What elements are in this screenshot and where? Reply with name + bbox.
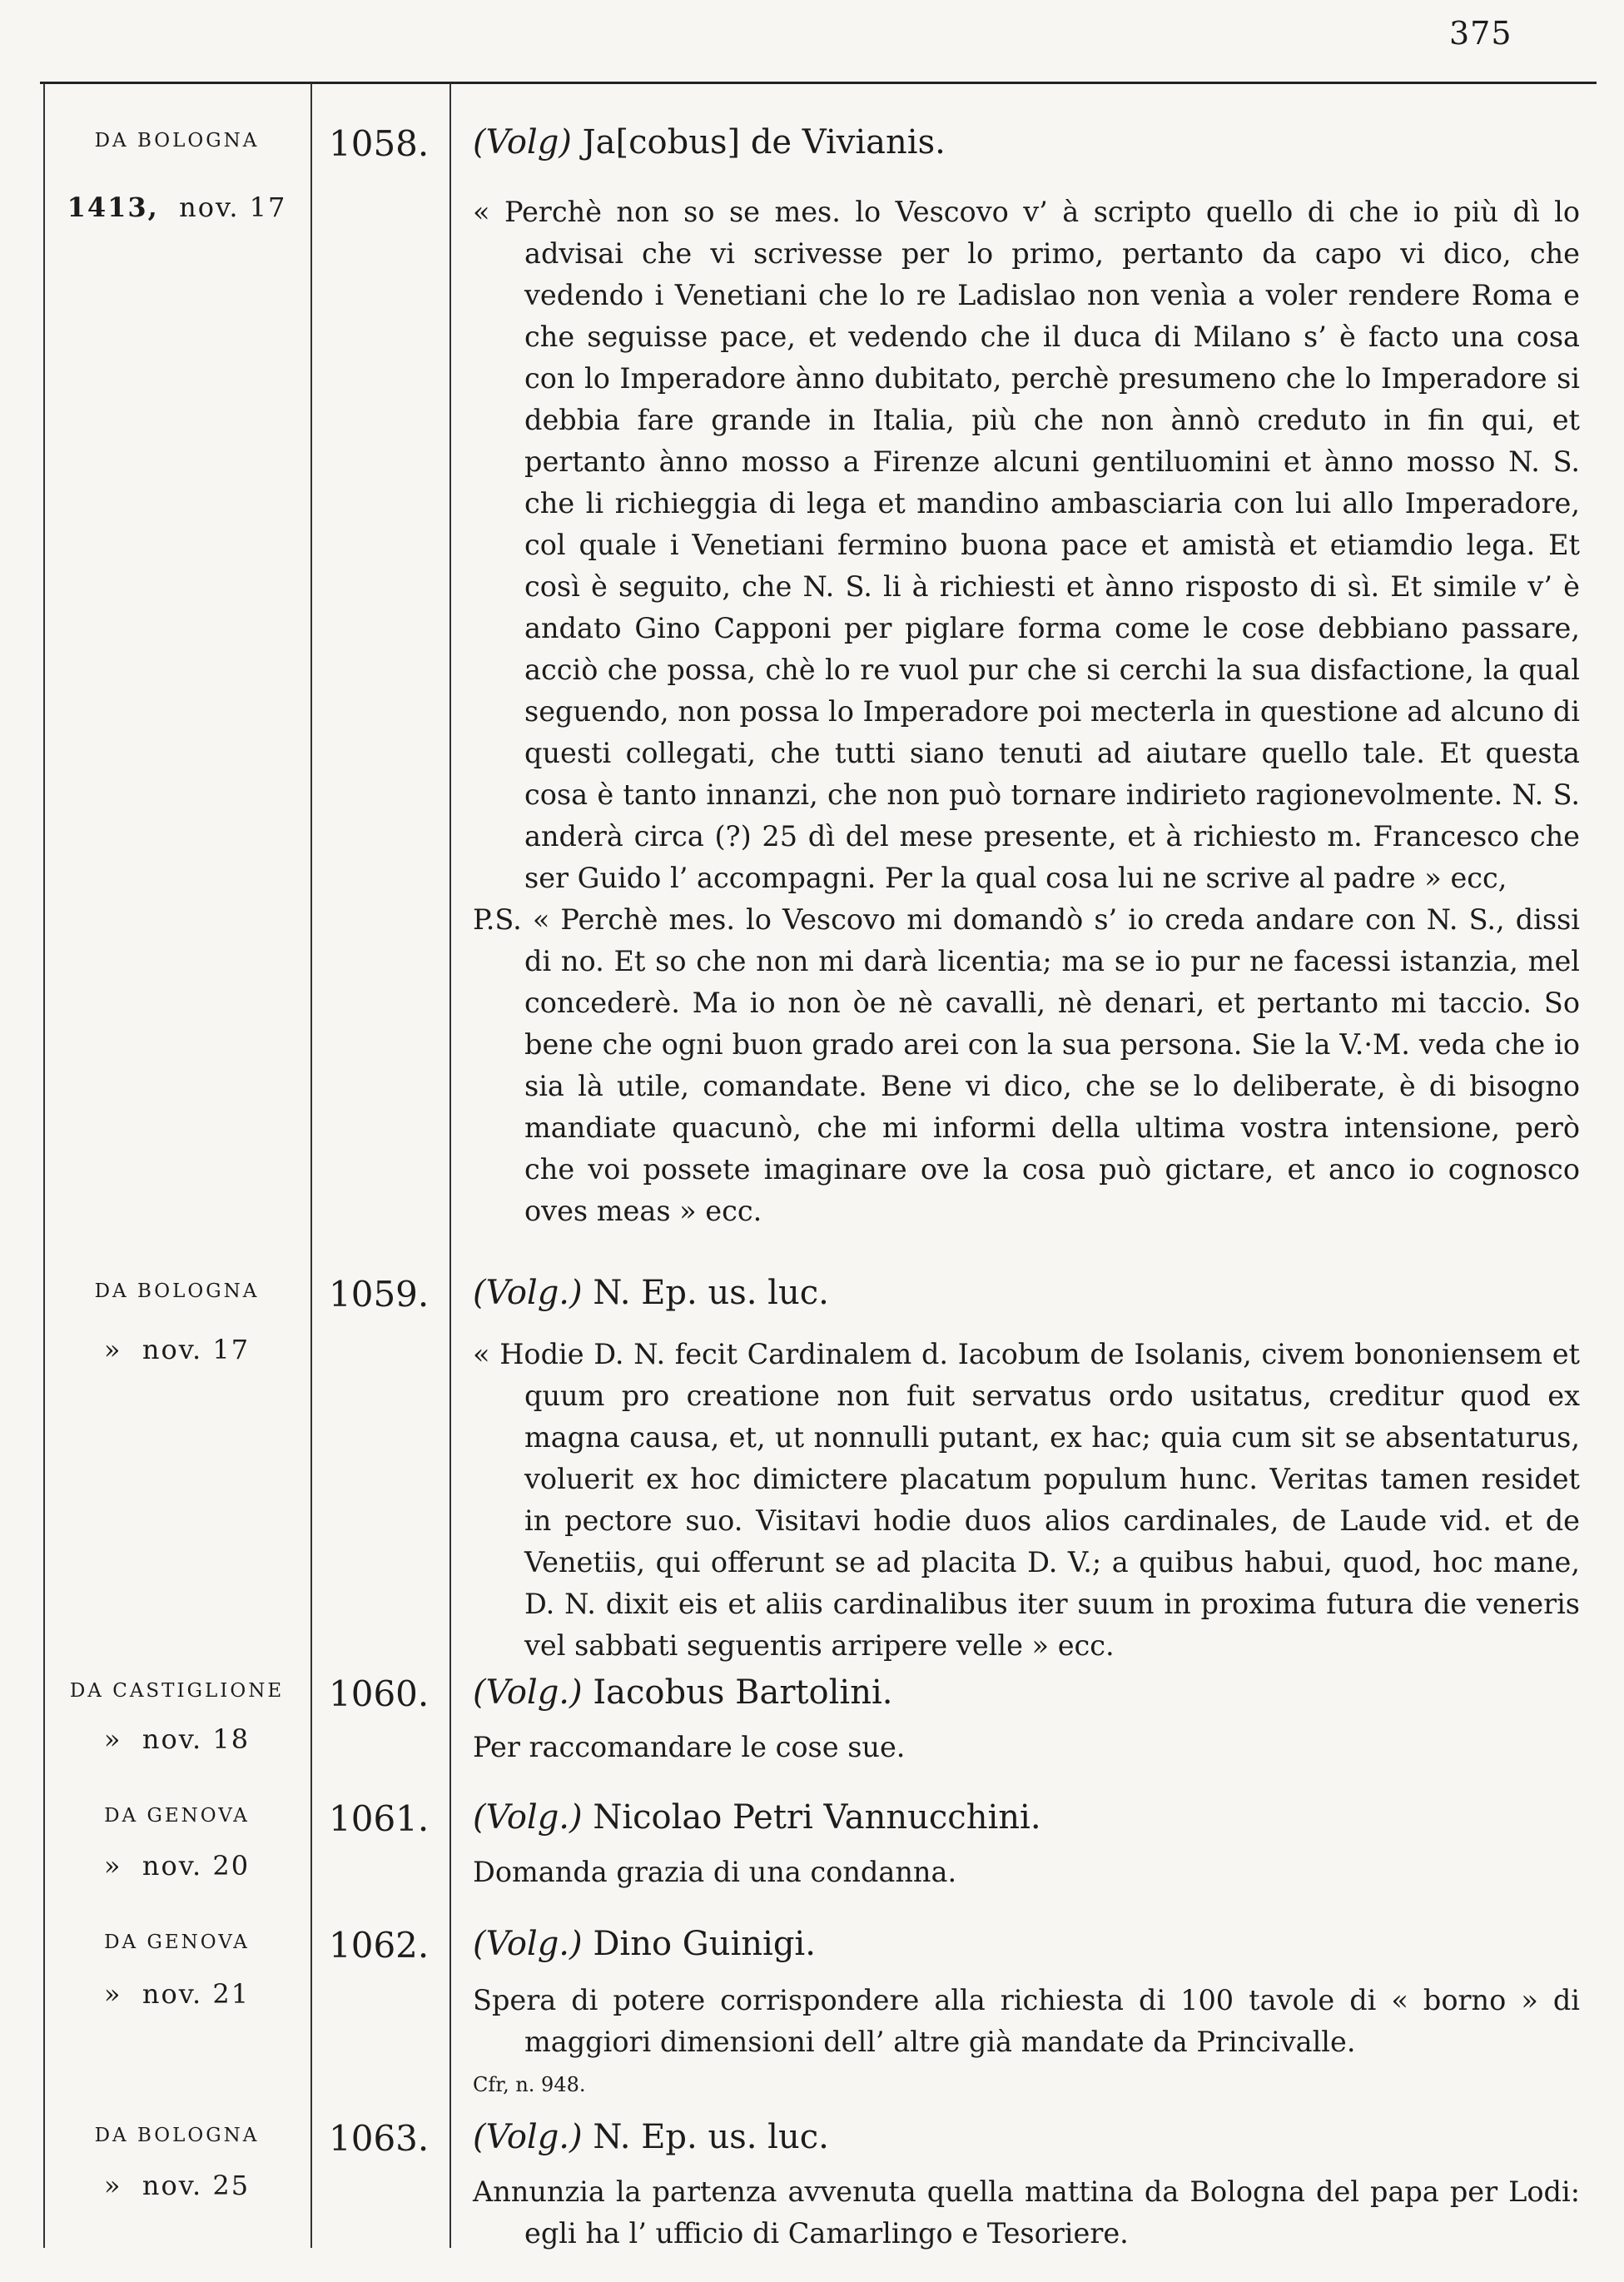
entry-number: 1061. xyxy=(329,1798,430,1839)
entry-year: » xyxy=(103,2170,122,2201)
entry-year: » xyxy=(103,1850,122,1882)
volg-label: (Volg.) xyxy=(473,1798,583,1837)
volg-label: (Volg.) xyxy=(473,1274,583,1312)
entry-paragraph: « Perchè non so se mes. lo Vescovo v’ à scripto quello di che io più dì lo advisai che vi scrivesse per lo primo, pertanto da capo vi dico, che vedendo i Venetiani che lo re Ladislao non venìa a voler rendere Roma e che seguisse pace, et vedendo che il duca di Milano s’ è facto una cosa con lo Imperadore ànno dubitato, perchè presumeno che lo Imperadore si debbia fare grande in Italia, più che non ànnò creduto in fin qui, et pertanto ànno mosso a Firenze alcuni gentiluomini et ànno mosso N. S. che li richieggia di lega et mandino ambasciaria con lui allo Imperadore, col quale i Venetiani fermino buona pace et amistà et etiamdio lega. Et così è seguito, che N. S. li à richiesti et ànno risposto di sì. Et simile v’ è andato Gino Capponi per piglare forma come le cose debbiano passare, acciò che possa, chè lo re vuol pur che si cerchi la sua disfactione, la qual seguendo, non possa lo Imperadore poi mecterla in questione ad alcuno di questi collegati, che tutti siano tenuti ad aiutare quello tale. Et questa cosa è tanto innanzi, che non può tornare indirieto ragionevolmente. N. S. anderà circa (?) 25 dì del mese presente, et à richiesto m. Francesco che ser Guido l’ accompagni. Per la qual cosa lui ne scrive al padre » ecc, xyxy=(473,196,1580,894)
entry-paragraph: Domanda grazia di una condanna. xyxy=(473,1856,957,1888)
entry-author xyxy=(473,2118,829,2156)
entry-paragraph: Per raccomandare le cose sue. xyxy=(473,1731,906,1763)
volg-label: (Volg.) xyxy=(473,1673,583,1712)
entry-year: » xyxy=(103,1334,122,1365)
entry-place: DA GENOVA xyxy=(104,1805,250,1827)
author-name: Nicolao Petri Vannucchini. xyxy=(593,1798,1041,1837)
entry-number: 1059. xyxy=(329,1274,430,1315)
entry-crossref-note: Cfr, n. 948. xyxy=(473,2073,586,2096)
entry-author xyxy=(473,123,946,162)
entry-year: » xyxy=(103,1978,122,2010)
entry-author xyxy=(473,1925,816,1963)
entry-day: nov. 25 xyxy=(142,2170,251,2201)
entry-body xyxy=(473,1980,1580,2063)
page-number: 375 xyxy=(1449,15,1512,52)
entry-body xyxy=(473,1852,1580,1893)
entry-paragraph: Spera di potere corrispondere alla richiesta di 100 tavole di « borno » di maggiori dimensioni dell’ altre già mandate da Princivalle. xyxy=(473,1984,1580,2058)
entry-place: DA GENOVA xyxy=(104,1931,250,1953)
entry-number: 1060. xyxy=(329,1673,430,1714)
entry-author xyxy=(473,1798,1041,1837)
entry-body xyxy=(473,2171,1580,2255)
volg-label: (Volg) xyxy=(473,123,572,162)
entry-place: DA CASTIGLIONE xyxy=(69,1680,285,1702)
entry-body xyxy=(473,1727,1580,1768)
entry-day: nov. 21 xyxy=(142,1978,251,2010)
entry-day: nov. 20 xyxy=(142,1850,251,1882)
author-name: Iacobus Bartolini. xyxy=(593,1673,893,1712)
author-name: Ja[cobus] de Vivianis. xyxy=(582,123,946,162)
entry-paragraph: Annunzia la partenza avvenuta quella mattina da Bologna del papa per Lodi: egli ha l’ ufficio di Camarlingo e Tesoriere. xyxy=(473,2175,1580,2250)
entry-year: 1413, xyxy=(67,191,159,223)
entry-number: 1062. xyxy=(329,1925,430,1966)
entry-date xyxy=(50,191,304,223)
entry-date xyxy=(50,1334,304,1365)
entry-date xyxy=(50,1723,304,1755)
entry-paragraph: « Hodie D. N. fecit Cardinalem d. Iacobum de Isolanis, civem bononiensem et quum pro creatione non fuit servatus ordo usitatus, creditur quod ex magna causa, et, ut nonnulli putant, ex hac; quia cum sit se absentaturus, voluerit ex hoc dimictere placatum populum hunc. Veritas tamen residet in pectore suo. Visitavi hodie duos alios cardinales, de Laude vid. et de Venetiis, qui offerunt se ad placita D. V.; a quibus habui, quod, hoc mane, D. N. dixit eis et aliis cardinalibus iter suum in proxima futura die veneris vel sabbati seguentis arripere velle » ecc. xyxy=(473,1338,1580,1662)
entry-day: nov. 17 xyxy=(142,1334,251,1365)
column-divider-number xyxy=(449,83,451,2248)
column-divider-date xyxy=(310,83,312,2248)
entry-number: 1063. xyxy=(329,2118,430,2159)
entry-place: DA BOLOGNA xyxy=(94,2125,260,2146)
author-name: Dino Guinigi. xyxy=(593,1925,816,1963)
entry-date xyxy=(50,1978,304,2010)
entry-postscript: P.S. « Perchè mes. lo Vescovo mi domandò s’ io creda andare con N. S., dissi di no. Et so che non mi darà licentia; ma se io pur ne facessi istanzia, mel concederè. Ma io non òe nè cavalli, nè denari, et pertanto mi taccio. So bene che ogni buon grado arei con la sua persona. Sie la V.·M. veda che io sia là utile, comandate. Bene vi dico, che se lo deliberate, è di bisogno mandiate quacunò, che mi informi della ultima vostra intensione, però che voi possete imaginare ove la cosa può gictare, et anco io cognosco oves meas » ecc. xyxy=(473,903,1580,1227)
entry-number: 1058. xyxy=(329,123,430,164)
entry-author xyxy=(473,1274,829,1312)
author-name: N. Ep. us. luc. xyxy=(593,2118,829,2156)
entry-day: nov. 18 xyxy=(142,1723,251,1755)
top-rule xyxy=(40,82,1597,84)
entry-place: DA BOLOGNA xyxy=(94,1280,260,1302)
entry-place: DA BOLOGNA xyxy=(94,130,260,152)
entry-author xyxy=(473,1673,892,1712)
volg-label: (Volg.) xyxy=(473,1925,583,1963)
entry-year: » xyxy=(103,1723,122,1755)
entry-body xyxy=(473,1334,1580,1667)
entry-date xyxy=(50,2170,304,2201)
left-border xyxy=(43,83,45,2248)
volg-label: (Volg.) xyxy=(473,2118,583,2156)
author-name: N. Ep. us. luc. xyxy=(593,1274,829,1312)
entry-day: nov. 17 xyxy=(179,191,287,223)
entry-body xyxy=(473,191,1580,1232)
entry-date xyxy=(50,1850,304,1882)
